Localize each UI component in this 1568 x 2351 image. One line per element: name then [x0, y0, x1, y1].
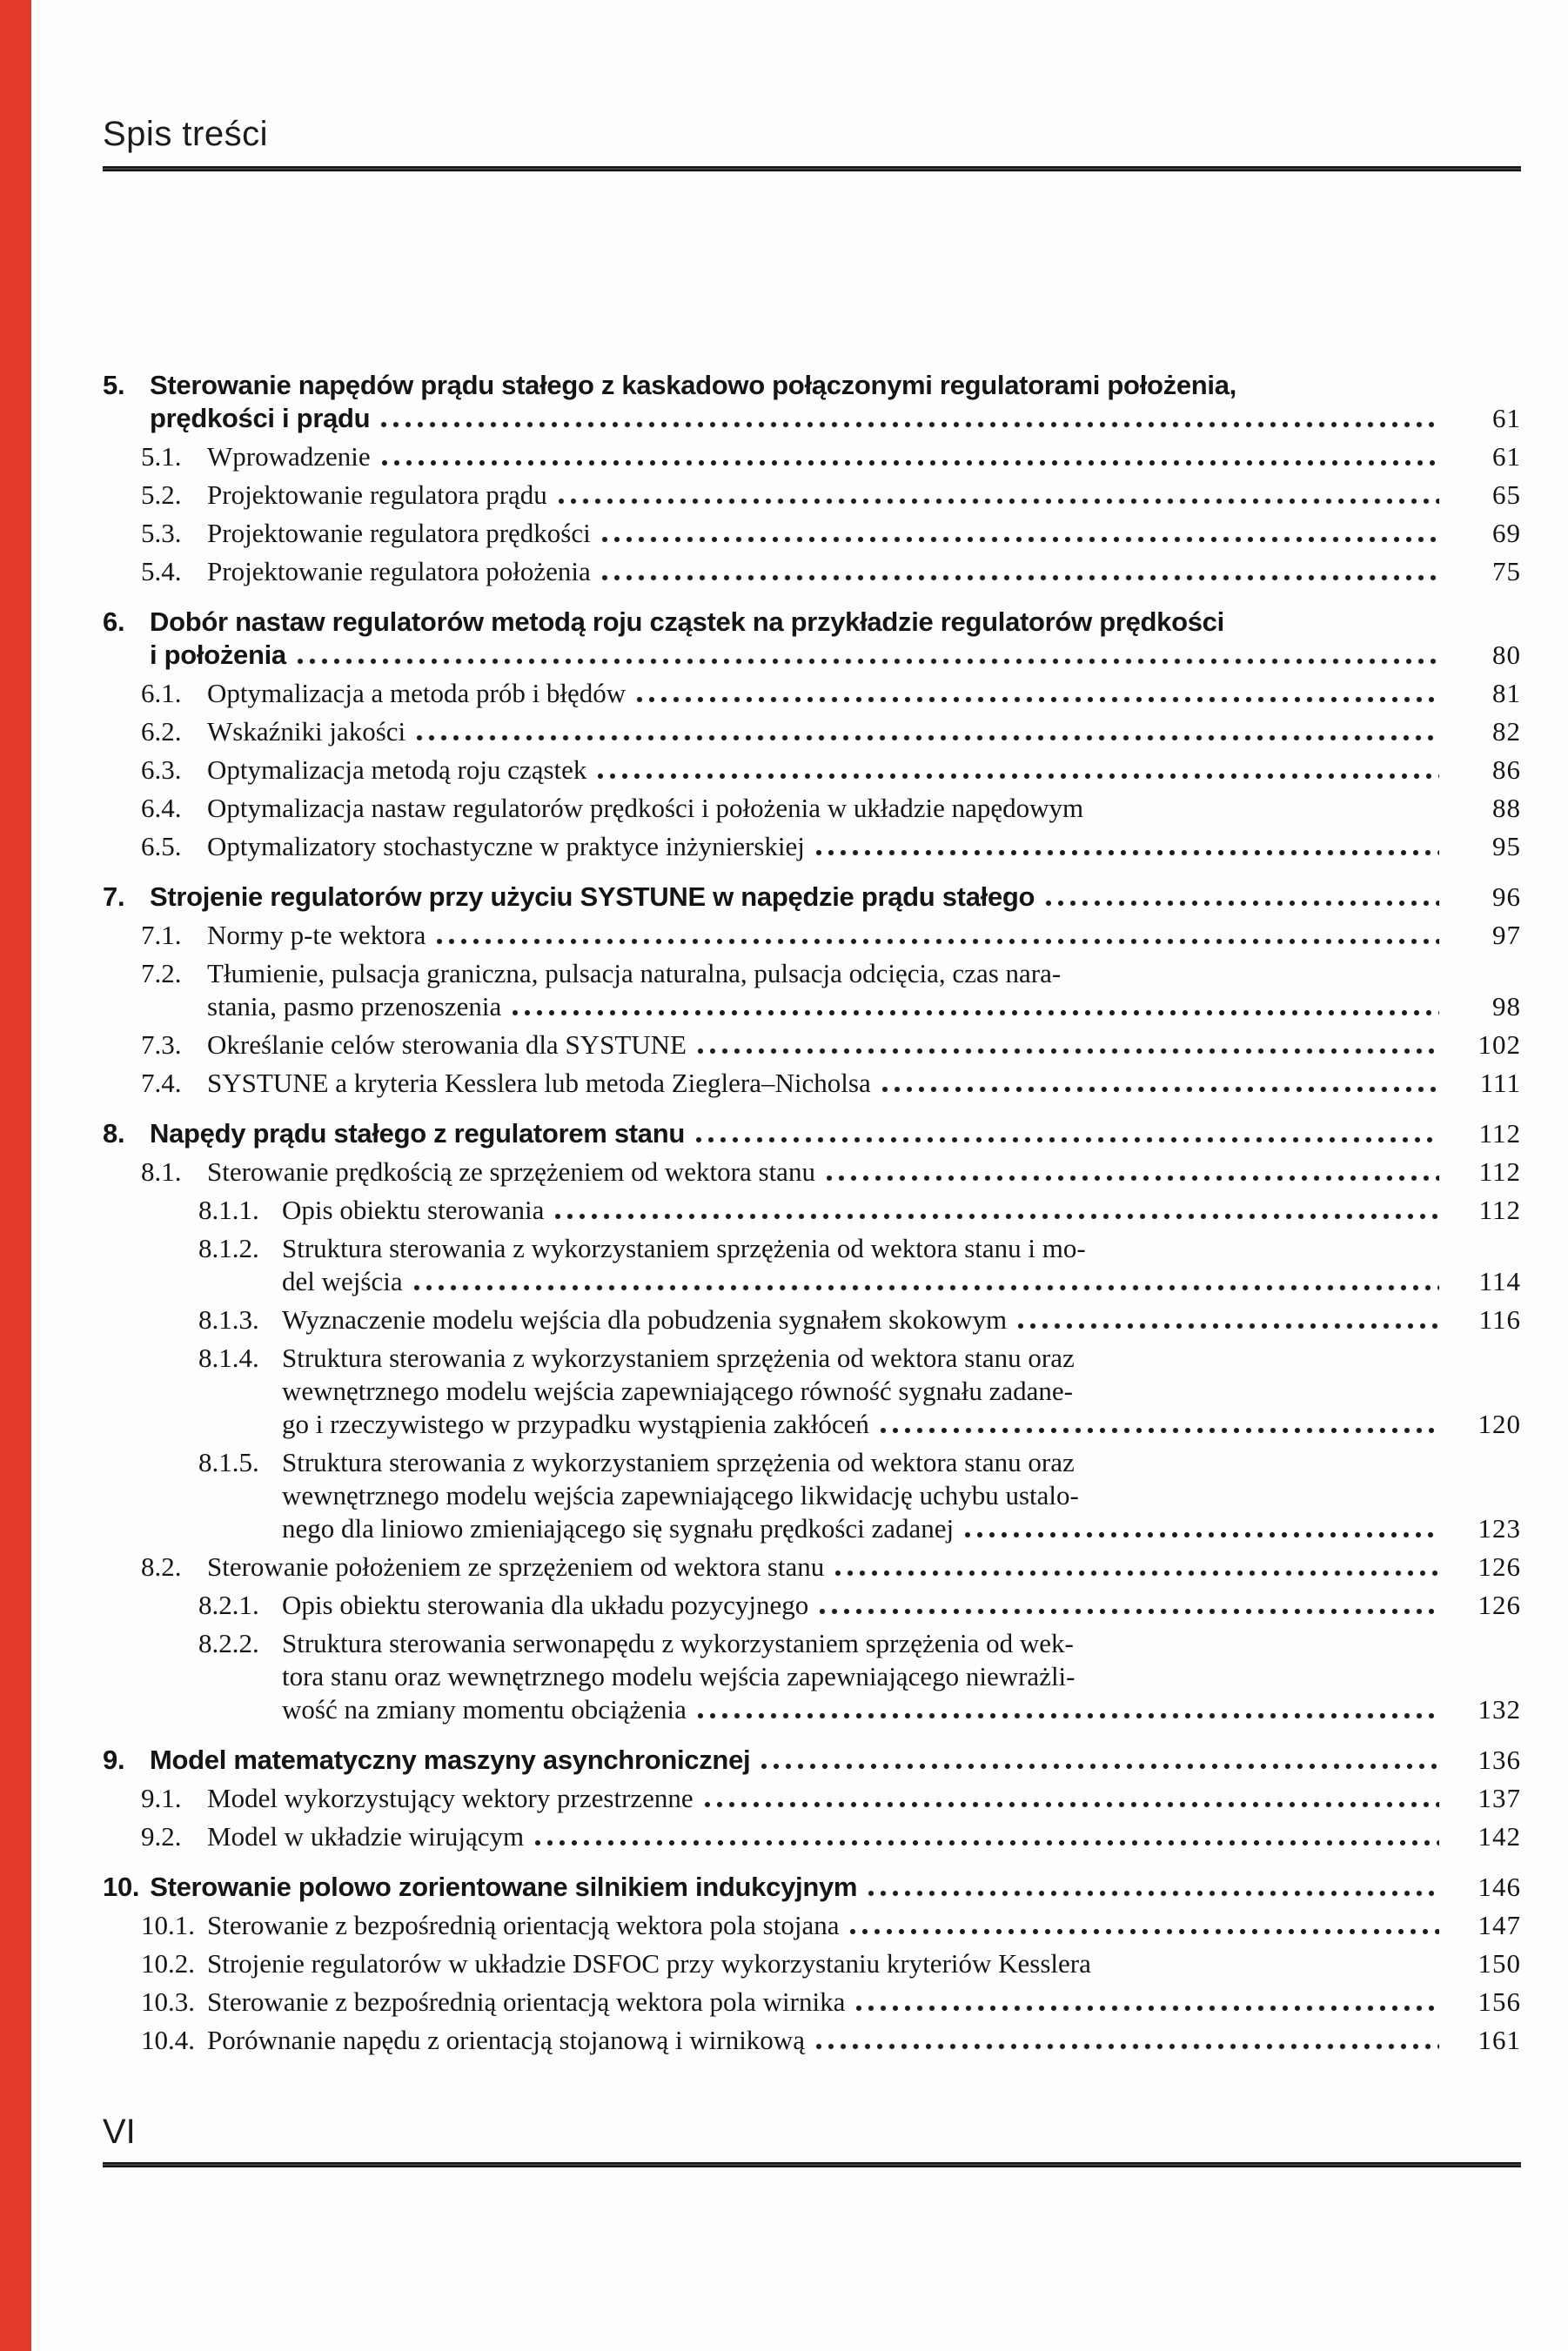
toc-entry-title	[207, 1067, 1446, 1100]
toc-line: Struktura sterowania z wykorzystaniem sprzężenia od wektora stanu oraz	[282, 1343, 1075, 1373]
toc-line	[207, 1551, 1446, 1584]
toc-entry-title	[207, 1028, 1446, 1062]
toc-entry-number: 10.	[103, 1872, 140, 1902]
toc-entry-number: 9.1.	[141, 1783, 182, 1813]
toc-entry	[141, 555, 1521, 588]
dot-leader	[381, 459, 1439, 467]
toc-entry-number: 8.1.4.	[198, 1343, 259, 1373]
toc-line	[282, 1589, 1446, 1622]
toc-line	[207, 517, 1446, 550]
dot-leader	[761, 1762, 1439, 1771]
toc-entry	[141, 517, 1521, 550]
toc-line-text: SYSTUNE a kryteria Kesslera lub metoda Zieglera–Nicholsa	[207, 1068, 871, 1098]
toc-line-text: Model w układzie wirującym	[207, 1821, 525, 1852]
toc-entry	[141, 754, 1521, 787]
toc-entry-number: 5.4.	[141, 556, 182, 586]
toc-line	[282, 1693, 1446, 1726]
dot-leader	[297, 657, 1439, 666]
toc-line	[282, 1303, 1446, 1336]
toc-entry-page-number: 98	[1492, 991, 1521, 1021]
toc-entry-number: 8.1.1.	[198, 1195, 259, 1225]
toc-entry-page-number: 97	[1492, 920, 1521, 950]
toc-entry-title	[207, 1909, 1446, 1942]
toc-line	[150, 1744, 1446, 1777]
toc-line-text: Wyznaczenie modelu wejścia dla pobudzenia sygnałem skokowym	[282, 1304, 1008, 1335]
dot-leader	[558, 497, 1439, 506]
toc-entry-page-number: 161	[1478, 2025, 1521, 2055]
toc-entry-page-number: 120	[1478, 1409, 1521, 1439]
toc-entry	[103, 1117, 1521, 1150]
toc-line-text: Optymalizatory stochastyczne w praktyce inżynierskiej	[207, 831, 805, 861]
toc-entry-number: 7.2.	[141, 958, 182, 988]
toc-entry-title	[207, 1782, 1446, 1815]
toc-line: Tłumienie, pulsacja graniczna, pulsacja naturalna, pulsacja odcięcia, czas nara-	[207, 958, 1062, 988]
toc-entry-title	[207, 919, 1446, 952]
toc-entry	[141, 919, 1521, 952]
toc-entry-page-number: 75	[1492, 556, 1521, 586]
toc-entry	[141, 2024, 1521, 2057]
dot-leader	[815, 848, 1439, 857]
page-footer	[103, 2113, 1521, 2167]
toc-entry-number: 8.2.	[141, 1551, 182, 1582]
toc-entry	[141, 440, 1521, 473]
toc-entry-number: 8.1.	[141, 1156, 182, 1187]
toc-line	[207, 792, 1446, 825]
toc-entry-number: 10.1.	[141, 1910, 195, 1940]
toc-entry-page-number: 80	[1492, 640, 1521, 670]
toc-entry-page-number: 69	[1492, 518, 1521, 548]
toc-entry-page-number: 95	[1492, 831, 1521, 861]
toc-line-text: Opis obiektu sterowania	[282, 1195, 545, 1225]
toc-line: Struktura sterowania z wykorzystaniem sprzężenia od wektora stanu oraz	[282, 1447, 1075, 1477]
dot-leader	[380, 420, 1439, 429]
toc-entry	[198, 1446, 1521, 1545]
toc-entry-title	[282, 1446, 1446, 1545]
toc-line-text: Sterowanie polowo zorientowane silnikiem indukcyjnym	[150, 1872, 858, 1902]
toc-entry-number: 6.3.	[141, 754, 182, 785]
toc-line	[207, 1155, 1446, 1189]
toc-entry	[141, 677, 1521, 710]
toc-line-text: Normy p-te wektora	[207, 920, 426, 950]
dot-leader	[819, 1607, 1439, 1616]
dot-leader	[554, 1212, 1439, 1221]
toc-line	[207, 990, 1446, 1023]
dot-leader	[849, 1927, 1439, 1936]
toc-line-text: Wprowadzenie	[207, 441, 371, 472]
toc-entry-page-number: 61	[1492, 441, 1521, 472]
toc-entry-title	[282, 1342, 1446, 1441]
toc-line	[207, 2024, 1446, 2057]
toc-line-text: Strojenie regulatorów w układzie DSFOC przy wykorzystaniu kryteriów Kesslera	[207, 1948, 1091, 1979]
toc-entry	[141, 1067, 1521, 1100]
toc-entry	[198, 1342, 1521, 1441]
toc-entry-title	[207, 1551, 1446, 1584]
toc-entry-number: 8.	[103, 1118, 125, 1149]
toc-entry-number: 7.4.	[141, 1068, 182, 1098]
dot-leader	[601, 573, 1439, 582]
toc-line	[150, 402, 1446, 435]
toc-entry-title	[207, 555, 1446, 588]
toc-line-text: Określanie celów sterowania dla SYSTUNE	[207, 1029, 687, 1060]
toc-entry-number: 9.	[103, 1745, 125, 1775]
toc-line-text: stania, pasmo przenoszenia	[207, 991, 502, 1021]
toc-line: wewnętrznego modelu wejścia zapewniającego likwidację uchybu ustalo-	[282, 1480, 1079, 1510]
toc-entry-title	[207, 1947, 1446, 1980]
toc-line	[150, 881, 1446, 914]
toc-entry-number: 8.2.2.	[198, 1628, 259, 1658]
toc-entry-page-number: 111	[1479, 1068, 1521, 1098]
toc-entry-number: 7.1.	[141, 920, 182, 950]
toc-entry-title	[207, 1820, 1446, 1853]
toc-entry-page-number: 142	[1478, 1821, 1521, 1852]
toc-line-text: Strojenie regulatorów przy użyciu SYSTUNE w napędzie prądu stałego	[150, 881, 1035, 912]
toc-entry-page-number: 96	[1492, 881, 1521, 912]
toc-line-text: Porównanie napędu z orientacją stojanową i wirnikową	[207, 2025, 805, 2055]
toc-entry-number: 5.3.	[141, 518, 182, 548]
toc-entry-number: 6.5.	[141, 831, 182, 861]
dot-leader	[695, 1135, 1439, 1144]
toc-entry	[141, 715, 1521, 748]
toc-line-text: nego dla liniowo zmieniającego się sygnału prędkości zadanej	[282, 1513, 955, 1544]
toc-line-text: Projektowanie regulatora prędkości	[207, 518, 591, 548]
toc-entry-page-number: 112	[1478, 1195, 1521, 1225]
toc-line	[207, 1947, 1446, 1980]
toc-entry-page-number: 65	[1492, 479, 1521, 510]
toc-entry-title	[207, 715, 1446, 748]
dot-leader	[697, 1047, 1439, 1055]
toc-line	[282, 1408, 1446, 1441]
toc-line: Sterowanie napędów prądu stałego z kaskadowo połączonymi regulatorami położenia,	[150, 370, 1236, 400]
table-of-contents	[103, 369, 1521, 2062]
toc-line: Struktura sterowania z wykorzystaniem sprzężenia od wektora stanu i mo-	[282, 1233, 1086, 1263]
toc-entry-page-number: 146	[1478, 1872, 1521, 1902]
toc-entry-title	[207, 479, 1446, 512]
toc-line	[150, 1871, 1446, 1904]
toc-entry	[141, 1820, 1521, 1853]
toc-entry-number: 7.3.	[141, 1029, 182, 1060]
toc-entry-title	[207, 1155, 1446, 1189]
toc-line	[207, 555, 1446, 588]
toc-entry	[198, 1627, 1521, 1726]
toc-entry-page-number: 81	[1492, 678, 1521, 708]
toc-entry-page-number: 126	[1478, 1590, 1521, 1620]
toc-entry-page-number: 150	[1478, 1948, 1521, 1979]
toc-entry-number: 9.2.	[141, 1821, 182, 1852]
toc-entry-number: 6.	[103, 606, 125, 637]
toc-line: tora stanu oraz wewnętrznego modelu wejścia zapewniającego niewrażli-	[282, 1661, 1075, 1691]
toc-entry	[141, 479, 1521, 512]
toc-line	[150, 639, 1446, 672]
toc-line	[207, 830, 1446, 863]
dot-leader	[826, 1174, 1439, 1182]
dot-leader	[1017, 1322, 1439, 1330]
toc-entry-title	[150, 881, 1446, 914]
toc-line	[207, 479, 1446, 512]
toc-line: wewnętrznego modelu wejścia zapewniającego równość sygnału zadane-	[282, 1376, 1073, 1406]
dot-leader	[413, 1283, 1439, 1292]
toc-entry-page-number: 123	[1478, 1513, 1521, 1544]
dot-leader	[601, 535, 1439, 544]
toc-line-text: Sterowanie położeniem ze sprzężeniem od wektora stanu	[207, 1551, 825, 1582]
dot-leader	[636, 695, 1439, 704]
toc-entry-number: 6.1.	[141, 678, 182, 708]
toc-entry-title	[207, 830, 1446, 863]
toc-line	[207, 1986, 1446, 2019]
toc-line	[207, 715, 1446, 748]
toc-entry	[198, 1589, 1521, 1622]
toc-entry-page-number: 116	[1478, 1304, 1521, 1335]
toc-entry	[141, 1782, 1521, 1815]
toc-entry-number: 5.	[103, 370, 125, 400]
toc-entry	[103, 1744, 1521, 1777]
page-title: Spis treści	[103, 115, 268, 153]
toc-entry-number: 8.1.2.	[198, 1233, 259, 1263]
toc-entry-number: 8.1.3.	[198, 1304, 259, 1335]
toc-line	[282, 1194, 1446, 1227]
left-edge-red-bar	[0, 0, 31, 2351]
toc-line	[207, 919, 1446, 952]
toc-line-text: Projektowanie regulatora prądu	[207, 479, 547, 510]
toc-line-text: Model matematyczny maszyny asynchronicznej	[150, 1745, 751, 1775]
toc-entry-number: 8.2.1.	[198, 1590, 259, 1620]
dot-leader	[881, 1085, 1439, 1094]
toc-entry-number: 8.1.5.	[198, 1447, 259, 1477]
toc-entry-title	[207, 440, 1446, 473]
toc-line-text: Optymalizacja metodą roju cząstek	[207, 754, 587, 785]
toc-line-text: Model wykorzystujący wektory przestrzenne	[207, 1783, 694, 1813]
toc-line-text: Projektowanie regulatora położenia	[207, 556, 591, 586]
toc-entry	[103, 606, 1521, 672]
toc-entry-title	[207, 517, 1446, 550]
toc-entry-number: 10.3.	[141, 1986, 195, 2017]
toc-line-text: Wskaźniki jakości	[207, 716, 406, 747]
dot-leader	[704, 1800, 1439, 1809]
toc-line-text: go i rzeczywistego w przypadku wystąpienia zakłóceń	[282, 1409, 869, 1439]
toc-entry	[141, 1947, 1521, 1980]
toc-entry-title	[207, 677, 1446, 710]
toc-entry-number: 6.2.	[141, 716, 182, 747]
toc-entry-number: 6.4.	[141, 793, 182, 823]
toc-line-text: Napędy prądu stałego z regulatorem stanu	[150, 1118, 686, 1149]
toc-entry-title	[207, 957, 1446, 1023]
toc-entry-page-number: 112	[1478, 1118, 1521, 1149]
dot-leader	[512, 1008, 1439, 1017]
toc-entry-page-number: 102	[1478, 1029, 1521, 1060]
dot-leader	[416, 733, 1439, 742]
toc-line-text: Sterowanie z bezpośrednią orientacją wektora pola stojana	[207, 1910, 840, 1940]
toc-entry-page-number: 156	[1478, 1986, 1521, 2017]
toc-line	[207, 440, 1446, 473]
toc-entry-page-number: 86	[1492, 754, 1521, 785]
toc-entry-title	[282, 1627, 1446, 1726]
dot-leader	[855, 2004, 1439, 2013]
toc-entry	[198, 1232, 1521, 1298]
toc-line-text: prędkości i prądu	[150, 403, 371, 433]
toc-line-text: Sterowanie prędkością ze sprzężeniem od wektora stanu	[207, 1156, 815, 1187]
toc-line	[207, 1782, 1446, 1815]
toc-entry-title	[150, 1871, 1446, 1904]
toc-entry-title	[207, 1986, 1446, 2019]
toc-entry-title	[282, 1232, 1446, 1298]
toc-entry-number: 5.1.	[141, 441, 182, 472]
toc-entry-page-number: 132	[1478, 1694, 1521, 1725]
toc-entry-title	[150, 1117, 1446, 1150]
dot-leader	[534, 1839, 1439, 1847]
dot-leader	[880, 1426, 1439, 1435]
dot-leader	[436, 937, 1439, 946]
toc-entry-page-number: 88	[1492, 793, 1521, 823]
toc-entry	[141, 1155, 1521, 1189]
toc-entry	[198, 1194, 1521, 1227]
toc-entry-title	[207, 754, 1446, 787]
dot-leader	[964, 1530, 1439, 1539]
dot-leader	[597, 772, 1439, 780]
toc-entry-title	[150, 606, 1446, 672]
toc-line	[282, 1265, 1446, 1298]
toc-entry-page-number: 136	[1478, 1745, 1521, 1775]
dot-leader	[834, 1569, 1439, 1577]
toc-entry-number: 10.2.	[141, 1948, 195, 1979]
toc-entry-page-number: 82	[1492, 716, 1521, 747]
toc-line-text: Optymalizacja nastaw regulatorów prędkości i położenia w układzie napędowym	[207, 793, 1084, 823]
header-rule	[103, 166, 1521, 171]
toc-line	[207, 1909, 1446, 1942]
toc-line-text: Sterowanie z bezpośrednią orientacją wektora pola wirnika	[207, 1986, 846, 2017]
toc-entry-page-number: 61	[1492, 403, 1521, 433]
toc-entry-page-number: 114	[1478, 1266, 1521, 1296]
dot-leader	[1045, 899, 1439, 908]
toc-entry-page-number: 112	[1478, 1156, 1521, 1187]
toc-entry-title	[282, 1589, 1446, 1622]
dot-leader	[815, 2042, 1439, 2051]
toc-line: Dobór nastaw regulatorów metodą roju cząstek na przykładzie regulatorów prędkości	[150, 606, 1224, 637]
toc-entry-title	[282, 1194, 1446, 1227]
toc-entry	[141, 792, 1521, 825]
toc-entry	[141, 1028, 1521, 1062]
toc-entry-title	[207, 792, 1446, 825]
toc-entry	[103, 369, 1521, 435]
toc-entry	[141, 1909, 1521, 1942]
toc-line	[282, 1512, 1446, 1545]
toc-line-text: del wejścia	[282, 1266, 403, 1296]
toc-entry	[198, 1303, 1521, 1336]
toc-line	[207, 677, 1446, 710]
toc-entry	[141, 830, 1521, 863]
toc-line: Struktura sterowania serwonapędu z wykorzystaniem sprzężenia od wek-	[282, 1628, 1074, 1658]
toc-entry	[141, 1551, 1521, 1584]
footer-rule	[103, 2162, 1521, 2167]
toc-line-text: wość na zmiany momentu obciążenia	[282, 1694, 687, 1725]
toc-line-text: i położenia	[150, 640, 286, 670]
toc-entry-title	[282, 1303, 1446, 1336]
toc-entry-page-number: 126	[1478, 1551, 1521, 1582]
toc-entry	[103, 1871, 1521, 1904]
toc-line	[207, 1820, 1446, 1853]
page-header	[103, 115, 1521, 171]
toc-line	[150, 1117, 1446, 1150]
toc-entry-number: 7.	[103, 881, 125, 912]
toc-entry-page-number: 137	[1478, 1783, 1521, 1813]
toc-entry-number: 5.2.	[141, 479, 182, 510]
toc-line	[207, 754, 1446, 787]
toc-entry	[141, 1986, 1521, 2019]
toc-entry-page-number: 147	[1478, 1910, 1521, 1940]
dot-leader	[697, 1711, 1439, 1720]
toc-line-text: Opis obiektu sterowania dla układu pozycyjnego	[282, 1590, 809, 1620]
toc-entry-title	[207, 2024, 1446, 2057]
toc-line	[207, 1028, 1446, 1062]
toc-entry-title	[150, 369, 1446, 435]
toc-entry	[141, 957, 1521, 1023]
dot-leader	[868, 1889, 1439, 1898]
toc-line	[207, 1067, 1446, 1100]
toc-line-text: Optymalizacja a metoda prób i błędów	[207, 678, 627, 708]
toc-entry	[103, 881, 1521, 914]
toc-entry-title	[150, 1744, 1446, 1777]
page-number-label: VI	[103, 2113, 136, 2151]
toc-entry-number: 10.4.	[141, 2025, 195, 2055]
